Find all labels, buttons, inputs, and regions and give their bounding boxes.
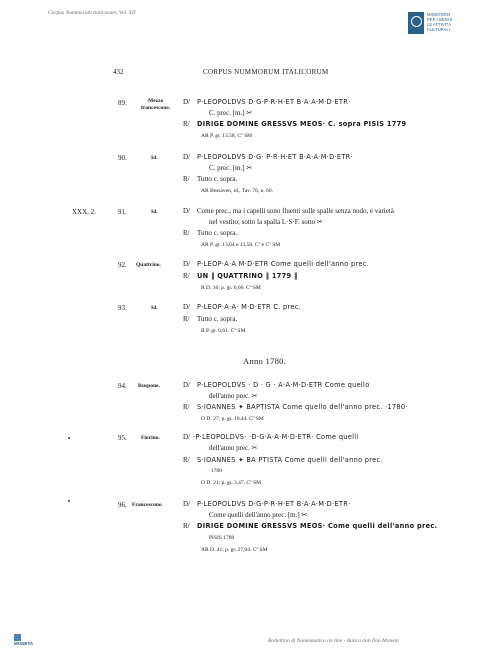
description-line: nel vestito; sotto la spalla L·S·F. sotto ✂ — [209, 218, 323, 226]
entry-number: 93. — [118, 304, 127, 312]
specimen-line: AR D. 41; p. gr. 27,04. Cº SM — [201, 547, 268, 553]
legend-line: P·LEOPOLDVS · D · G · A·A·M·D·ETR Come quello — [197, 381, 370, 389]
reverse-mark: R/ — [183, 120, 190, 128]
specimen-line: O D. 21; p. gr. 3,47. Cº SM — [201, 480, 262, 486]
description-line: C. prec. [m.] ✂ — [209, 109, 253, 117]
reverse-mark: R/ — [183, 175, 190, 183]
legend-line: P·LEOP·A·A M·D·ETR Come quelli dell'anno prec. — [197, 260, 370, 268]
obverse-mark: D/ — [183, 98, 190, 106]
footer-text: Bollettino di Numismatica on line - Banca dati fino Moneta — [268, 638, 399, 644]
description-line: Tutto c. sopra. — [197, 175, 238, 183]
page-mark — [68, 500, 70, 502]
entry-number: 91. — [118, 208, 127, 216]
page-title: CORPUS NUMMORUM ITALICORUM — [203, 68, 329, 76]
legend-line: P·LEOP·A·A· M·D·ETR C. prec. — [197, 303, 302, 311]
entry-denomination: Mezzo francescone. — [141, 98, 171, 111]
legend-line: DIRIGE DOMINE GRESSVS MEOS· C. sopra PISIS 1779 — [197, 120, 407, 128]
specimen-line: R D. 16; p. gr. 0,66. Cº SM — [201, 285, 261, 291]
description-line: dell'anno prec. ✂ — [209, 444, 258, 452]
description-line: dell'anno prec. ✂ — [209, 392, 258, 400]
entry-number: 89. — [118, 99, 127, 107]
moneta-logo-text: MONETA — [14, 641, 34, 646]
mint-line: PISIS 1780 — [209, 535, 235, 541]
legend-line: S·IOANNES ✦ BA PTISTA Come quelli dell'anno prec. — [197, 456, 383, 464]
obverse-mark: D/ — [183, 433, 190, 441]
obverse-mark: D/ — [183, 260, 190, 268]
description-line: C. prec. [m.] ✂ — [209, 164, 253, 172]
legend-line: P·LEOPOLDVS D·G· P·R·H·ET B·A·A·M·D·ETR· — [197, 153, 353, 161]
reverse-mark: R/ — [183, 522, 190, 530]
ministry-emblem-icon — [408, 12, 424, 34]
entry-denomination: Id. — [151, 209, 158, 215]
moneta-logo — [14, 634, 38, 648]
specimen-line: O D. 27; p. gr. 10,44. Cº SM — [201, 416, 264, 422]
entry-denomination: Ruspone. — [138, 383, 160, 389]
ministry-logo — [408, 10, 472, 40]
page-number: 432 — [113, 68, 124, 76]
plate-reference: XXX, 2. — [72, 208, 96, 216]
entry-number: 90. — [118, 154, 127, 162]
obverse-mark: D/ — [183, 500, 190, 508]
description-line: Come quelli dell'anno prec. [m.] ✂ — [209, 511, 308, 519]
running-header: Corpus Nummorum Italicorum, Vol. XII — [48, 10, 136, 16]
entry-number: 96. — [118, 501, 127, 509]
moneta-logo-icon — [14, 634, 21, 641]
entry-number: 95. — [118, 434, 127, 442]
specimen-line: AR P. gr. 13,58. Cº SM — [201, 133, 253, 139]
entry-denomination: Fiorino. — [141, 435, 160, 441]
obverse-mark: D/ — [183, 381, 190, 389]
reverse-mark: R/ — [183, 315, 190, 323]
page-mark — [68, 437, 70, 439]
section-title: Anno 1780. — [243, 356, 287, 366]
reverse-mark: R/ — [183, 456, 190, 464]
entry-denomination: Francescone. — [132, 502, 163, 508]
legend-line: DIRIGE DOMINE GRESSVS MEOS· Come quelli dell'anno prec. — [197, 522, 438, 530]
entry-number: 94. — [118, 382, 127, 390]
specimen-line: AR P. gr. 13,64 e 13,58. Cº e Cº SM — [201, 242, 281, 248]
legend-line: ·P·LEOPOLDVS· ·D·G·A·A·M·D·ETR· Come quelli — [193, 433, 359, 441]
specimen-line: AR Bessaven, id., Tav. 76, n. 60. — [201, 188, 274, 194]
legend-line: P·LEOPOLDVS D·G·P·R·H·ET B·A·A·M·D·ETR· — [197, 98, 351, 106]
reverse-mark: R/ — [183, 229, 190, 237]
reverse-mark: R/ — [183, 272, 190, 280]
ministry-logo-text: MINISTERO PER I BENI E LE ATTIVITÀ CULTURALI — [427, 12, 453, 32]
entry-denomination: Id. — [151, 155, 158, 161]
entry-denomination: Quattrino. — [136, 262, 161, 268]
legend-line: S·IOANNES ✦ BAPTISTA Come quello dell'anno prec. ·1780· — [197, 403, 408, 411]
reverse-mark: R/ — [183, 403, 190, 411]
description-line: Come prec., ma i capelli sono fluenti sulle spalle senza nodo, e varietà — [197, 207, 394, 215]
description-line: Tutto c. sopra. — [197, 229, 238, 237]
entry-denomination: Id. — [151, 305, 158, 311]
description-line: Tutto c. sopra. — [197, 315, 238, 323]
obverse-mark: D/ — [183, 153, 190, 161]
obverse-mark: D/ — [183, 303, 190, 311]
legend-line: UN ‖ QUATTRINO ‖ 1779 ‖ — [197, 272, 298, 280]
date-line: ·1780· — [209, 468, 224, 474]
obverse-mark: D/ — [183, 207, 190, 215]
specimen-line: R P. gr. 0,61. Cº SM — [201, 328, 246, 334]
legend-line: P·LEOPOLDVS D·G·P·R·H·ET B·A·A·M·D·ETR· — [197, 500, 351, 508]
entry-number: 92. — [118, 261, 127, 269]
